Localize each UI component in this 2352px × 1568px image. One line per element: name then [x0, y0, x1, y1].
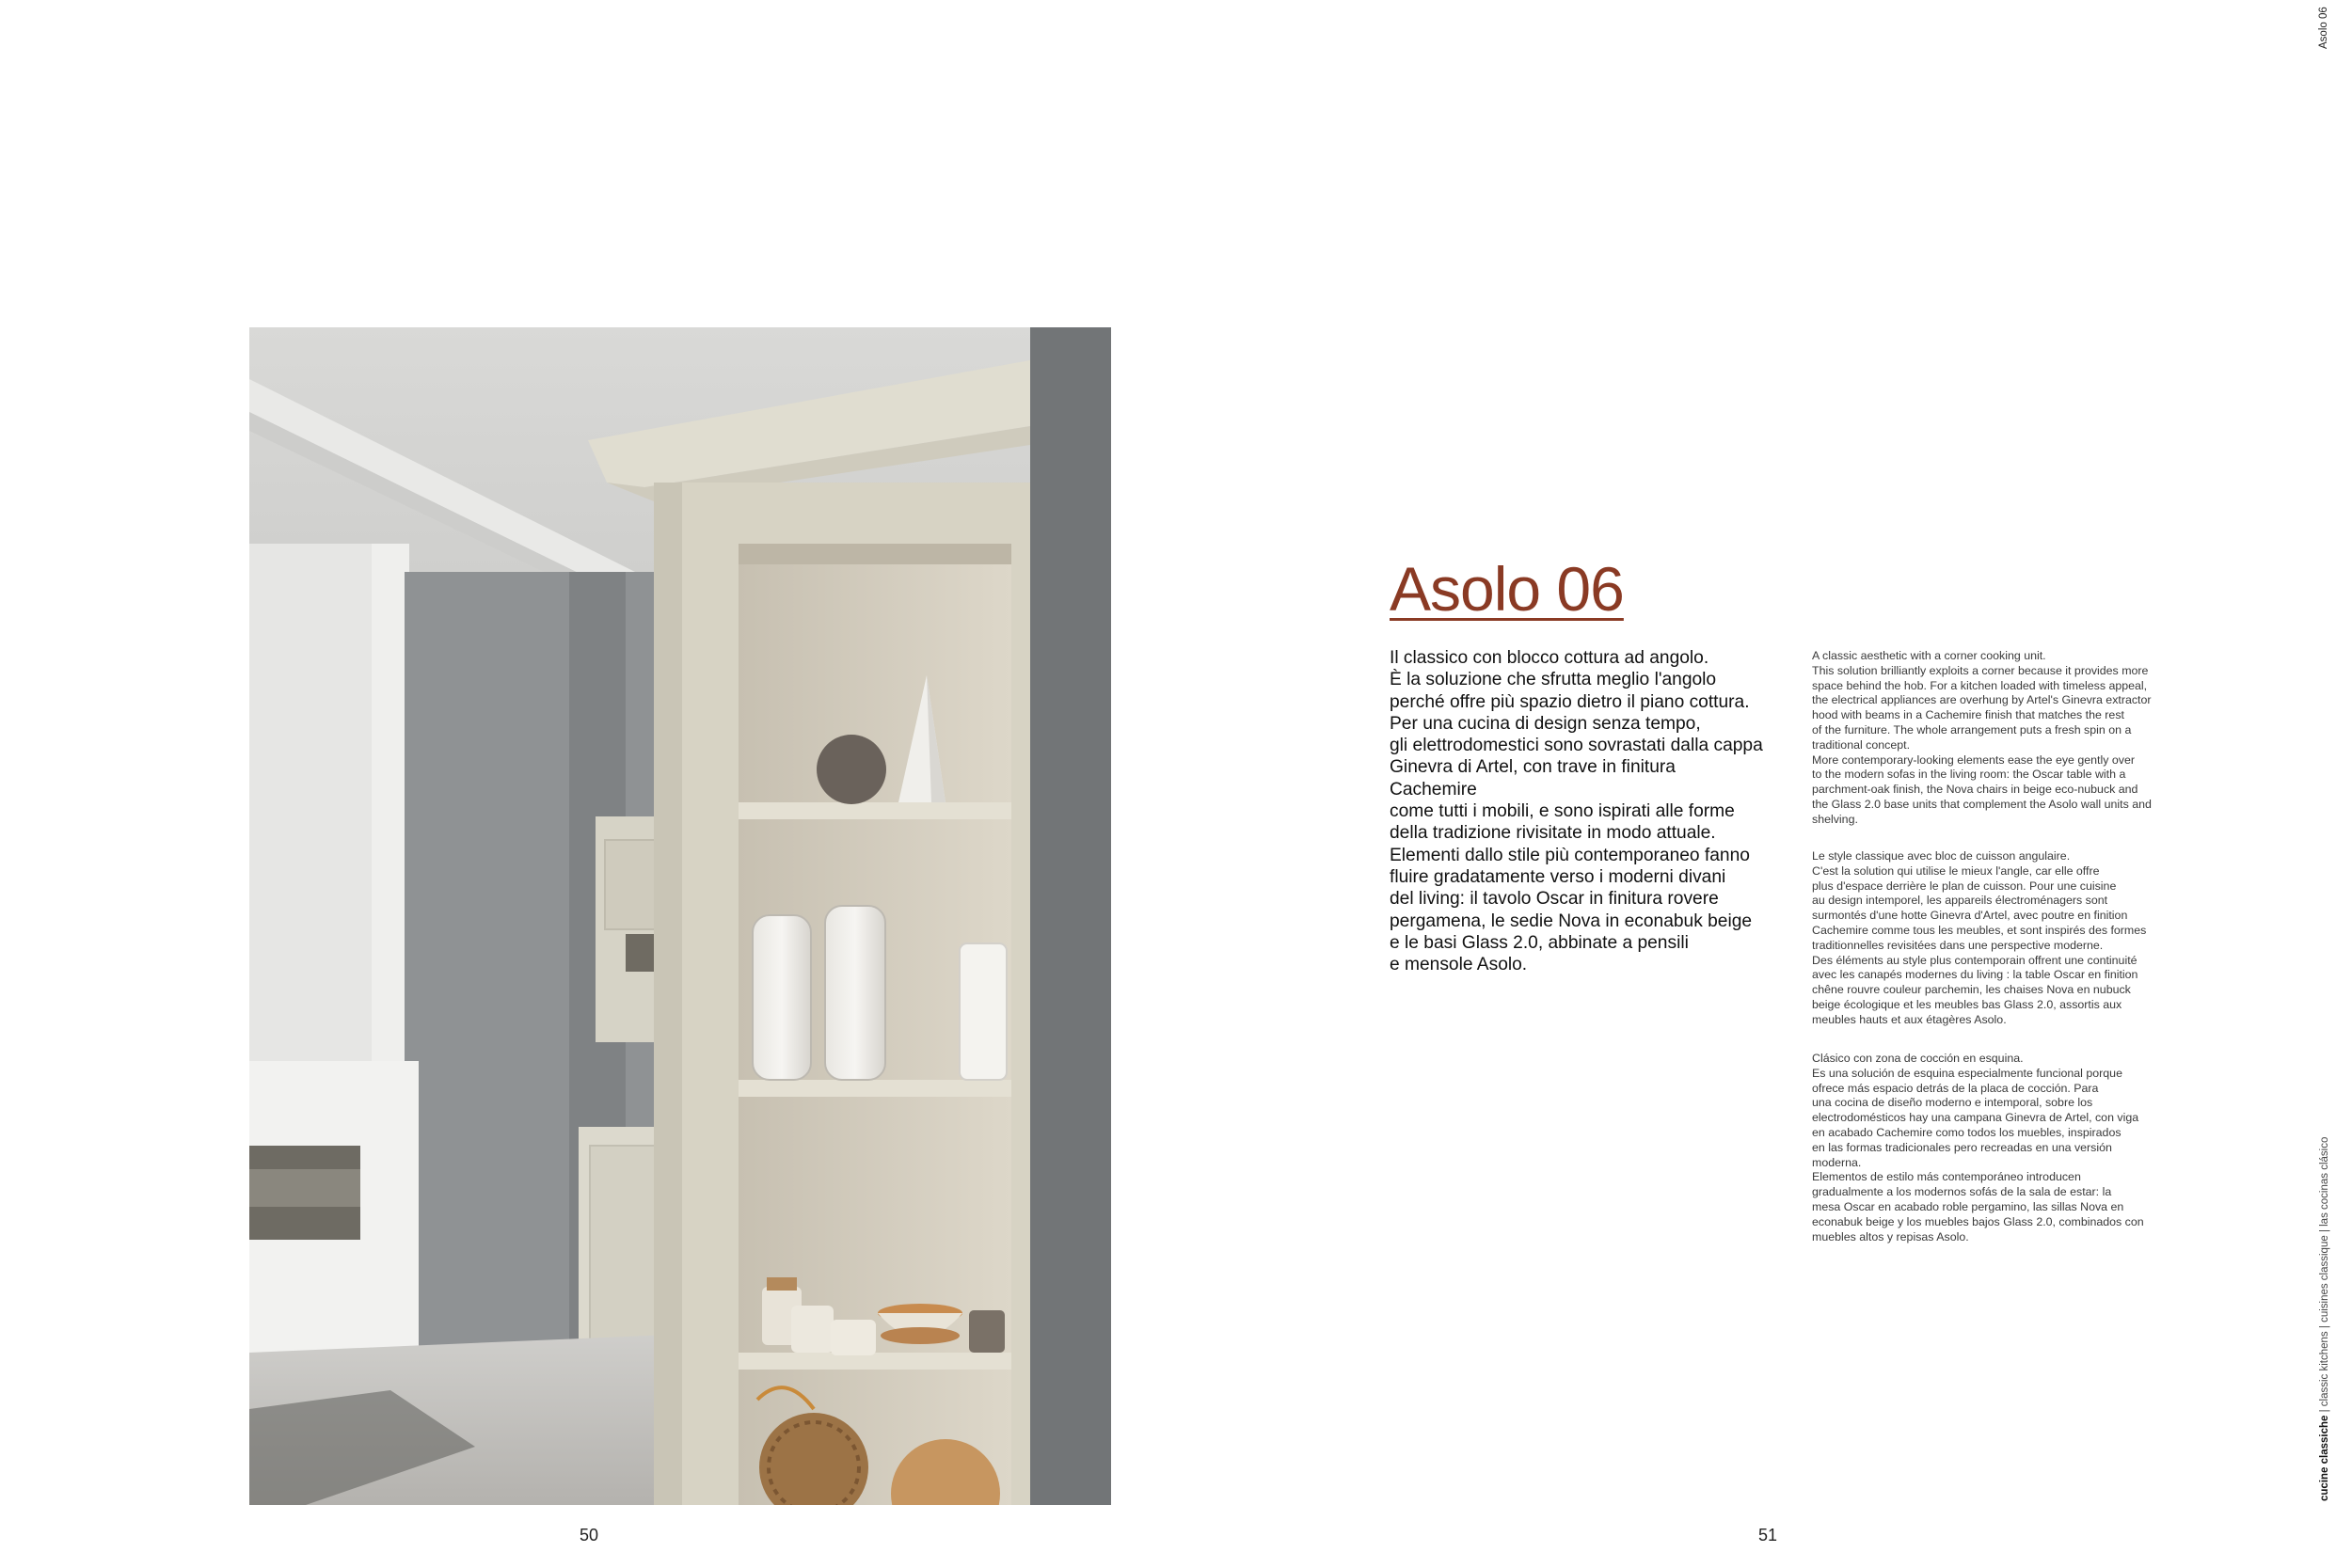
page-number-right: 51	[1758, 1526, 1778, 1544]
side-label-bottom	[2319, 1097, 2336, 1501]
side-label-top: Asolo 06	[2318, 7, 2329, 49]
side-label-bold: cucine classiche	[2319, 1415, 2330, 1501]
kitchen-photo	[249, 327, 1111, 1505]
description-french: Le style classique avec bloc de cuisson angulaire. C'est la solution qui utilise le mieux l'angle, car elle offre plus d'espace derrière le plan de cuisson. Pour une cuisine au design intemporel, les appareils électroménagers sont surmontés d'une hotte Ginevra d'Artel, avec poutre en finition Cachemire comme tous les meubles, et sont inspirés des formes traditionnelles revisitées dans une perspective moderne. Des éléments au style plus contemporain offrent une continuité avec les canapés modernes du living : la table Oscar en finition chêne rouvre couleur parchemin, les chaises Nova en nubuck beige écologique et les meubles bas Glass 2.0, assortis aux meubles hauts et aux étagères Asolo.	[1812, 849, 2147, 1026]
page-number-left: 50	[580, 1526, 599, 1544]
description-english: A classic aesthetic with a corner cooking unit. This solution brilliantly exploits a corner because it provides more space behind the hob. For a kitchen loaded with timeless appeal, the electrical appliances are overhung by Artel's Ginevra extractor hood with beams in a Cachemire finish that matches the rest of the furniture. The whole arrangement puts a fresh spin on a traditional concept. More contemporary-looking elements ease the eye gently over to the modern sofas in the living room: the Oscar table with a parchment-oak finish, the Nova chairs in beige eco-nubuck and the Glass 2.0 base units that complement the Asolo wall units and shelving.	[1812, 649, 2152, 826]
description-spanish: Clásico con zona de cocción en esquina. Es una solución de esquina especialmente funcional porque ofrece más espacio detrás de la placa de cocción. Para una cocina de diseño moderno e intemporal, sobre los electrodomésticos hay una campana Ginevra de Artel, con viga en acabado Cachemire como todos los muebles, inspirados en las formas tradicionales pero recreadas en una versión moderna. Elementos de estilo más contemporáneo introducen gradualmente a los modernos sofás de la sala de estar: la mesa Oscar en acabado roble pergamino, las sillas Nova en econabuk beige y los muebles bajos Glass 2.0, combinados con muebles altos y repisas Asolo.	[1812, 1052, 2144, 1243]
page-title: Asolo 06	[1390, 554, 1624, 624]
intro-text-italian: Il classico con blocco cottura ad angolo. È la soluzione che sfrutta meglio l'angolo perché offre più spazio dietro il piano cottura. Per una cucina di design senza tempo, gli elettrodomestici sono sovrastati dalla cappa Ginevra di Artel, con trave in finitura Cachemire come tutti i mobili, e sono ispirati alle forme della tradizione rivisitate in modo attuale. Elementi dallo stile più contemporaneo fanno fluire gradatamente verso i moderni divani del living: il tavolo Oscar in finitura rovere pergamena, le sedie Nova in econabuk beige e le basi Glass 2.0, abbinate a pensili e mensole Asolo.	[1390, 648, 1763, 975]
side-label-rest: | classic kitchens | cuisines classique | las cocinas clásico	[2319, 1136, 2330, 1416]
